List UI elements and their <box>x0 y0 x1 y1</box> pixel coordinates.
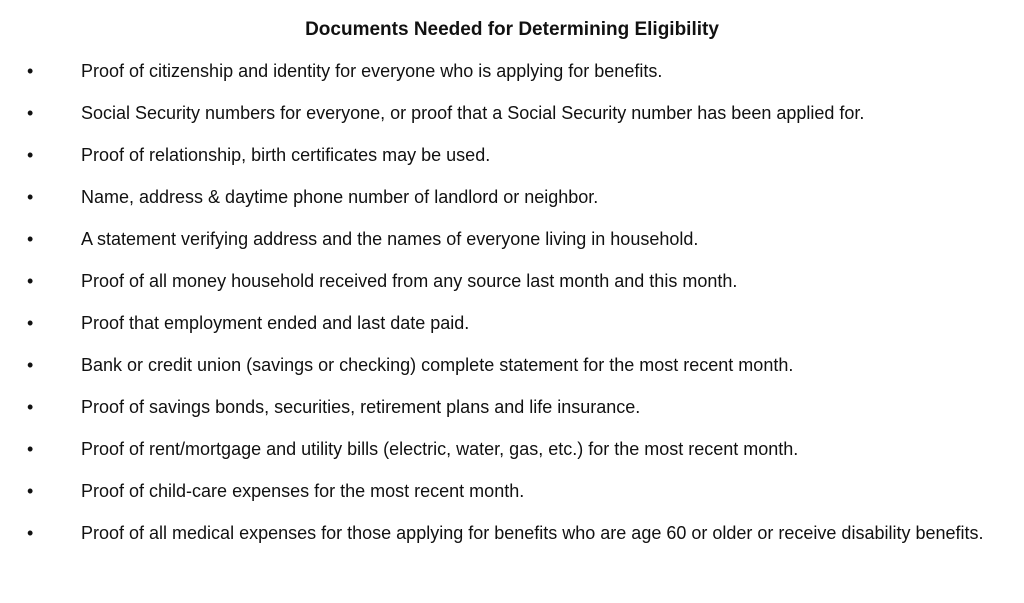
list-item-text: A statement verifying address and the names of everyone living in household. <box>81 229 699 249</box>
list-item-text: Name, address & daytime phone number of landlord or neighbor. <box>81 187 599 207</box>
eligibility-documents-list <box>0 56 1024 548</box>
list-item <box>0 266 1024 308</box>
list-item-text: Proof of relationship, birth certificates may be used. <box>81 145 491 165</box>
list-item <box>0 476 1024 518</box>
list-item-text: Proof that employment ended and last date paid. <box>81 313 470 333</box>
list-item-text: Proof of all medical expenses for those applying for benefits who are age 60 or older or receive disability benefits. <box>81 523 984 543</box>
list-item <box>0 140 1024 182</box>
bullet-icon: • <box>27 439 34 459</box>
list-item-text: Proof of savings bonds, securities, retirement plans and life insurance. <box>81 397 641 417</box>
list-item <box>0 308 1024 350</box>
list-item <box>0 56 1024 98</box>
bullet-icon: • <box>27 271 34 291</box>
list-item <box>0 350 1024 392</box>
bullet-icon: • <box>27 313 34 333</box>
list-item-text: Proof of child-care expenses for the most recent month. <box>81 481 525 501</box>
document-title: Documents Needed for Determining Eligibility <box>305 19 719 40</box>
list-item-text: Bank or credit union (savings or checking) complete statement for the most recent month. <box>81 355 794 375</box>
bullet-icon: • <box>27 481 34 501</box>
bullet-icon: • <box>27 523 34 543</box>
list-item-text: Proof of rent/mortgage and utility bills (electric, water, gas, etc.) for the most recent month. <box>81 439 799 459</box>
list-item <box>0 518 987 548</box>
list-item <box>0 434 1024 476</box>
list-item <box>0 98 1024 140</box>
list-item-text: Proof of all money household received from any source last month and this month. <box>81 271 738 291</box>
bullet-icon: • <box>27 229 34 249</box>
bullet-icon: • <box>27 355 34 375</box>
bullet-icon: • <box>27 145 34 165</box>
bullet-icon: • <box>27 61 34 81</box>
bullet-icon: • <box>27 187 34 207</box>
bullet-icon: • <box>27 397 34 417</box>
list-item-text: Proof of citizenship and identity for everyone who is applying for benefits. <box>81 61 663 81</box>
list-item <box>0 182 1024 224</box>
list-item <box>0 392 1024 434</box>
list-item-text: Social Security numbers for everyone, or proof that a Social Security number has been applied for. <box>81 103 865 123</box>
bullet-icon: • <box>27 103 34 123</box>
list-item <box>0 224 1024 266</box>
